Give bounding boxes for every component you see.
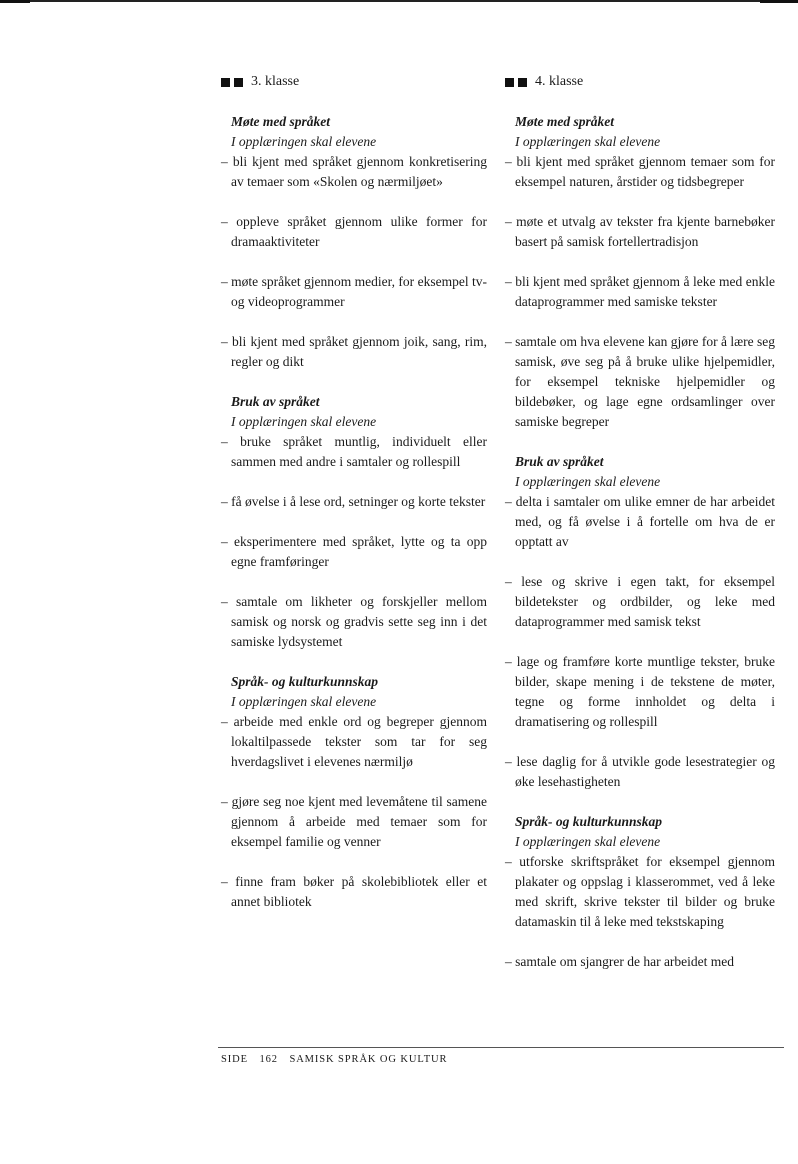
top-corner-mark bbox=[0, 0, 30, 3]
section-sprak-og-kulturkunnskap bbox=[505, 812, 775, 972]
footer-rule bbox=[218, 1047, 784, 1048]
list-item: – samtale om hva elevene kan gjøre for å lære seg samisk, øve seg på å bruke ulike hjelpemidler, for eksempel tekniske hjelpemidler og bildebøker, og lage egne ordsamlinger over samiske begreper bbox=[505, 334, 775, 429]
page-number: 162 bbox=[259, 1054, 278, 1065]
left-column bbox=[221, 72, 487, 932]
list-item: – utforske skriftspråket for eksempel gjennom plakater og oppslag i klasserommet, ved å leke med skrift, skrive tekster til bilder og bruke datamaskin til å leke med tekstskaping bbox=[505, 854, 775, 929]
list-item: – bli kjent med språket gjennom joik, sang, rim, regler og dikt bbox=[221, 334, 487, 369]
list-item: – møte et utvalg av tekster fra kjente barnebøker basert på samisk fortellertradisjon bbox=[505, 214, 775, 249]
section-title: Språk- og kulturkunnskap bbox=[515, 814, 663, 829]
page-footer bbox=[221, 1054, 455, 1065]
section-title: Bruk av språket bbox=[231, 394, 320, 409]
section-bruk-av-spraket bbox=[221, 392, 487, 652]
list-item: – lage og framføre korte muntlige tekster, bruke bilder, skape mening i de tekstene de møter, tegne og forme innholdet og delta i dramatisering og rollespill bbox=[505, 654, 775, 729]
list-item: – bruke språket muntlig, individuelt eller sammen med andre i samtaler og rollespill bbox=[221, 434, 487, 469]
section-subtitle: I opplæringen skal elevene bbox=[231, 134, 377, 149]
section-subtitle: I opplæringen skal elevene bbox=[515, 134, 661, 149]
list-item: – samtale om sjangrer de har arbeidet med bbox=[505, 954, 735, 969]
section-title: Møte med språket bbox=[515, 114, 614, 129]
list-item: – bli kjent med språket gjennom å leke med enkle dataprogrammer med samiske tekster bbox=[505, 274, 775, 309]
square-bullet-icon bbox=[505, 78, 514, 87]
list-item: – eksperimentere med språket, lytte og ta opp egne framføringer bbox=[221, 534, 487, 569]
list-item: – gjøre seg noe kjent med levemåtene til samene gjennom å arbeide med temaer som for eksempel familie og venner bbox=[221, 794, 487, 849]
list-item: – oppleve språket gjennom ulike former for dramaaktiviteter bbox=[221, 214, 487, 249]
list-item: – bli kjent med språket gjennom konkretisering av temaer som «Skolen og nærmiljøet» bbox=[221, 154, 487, 189]
list-item: – arbeide med enkle ord og begreper gjennom lokaltilpassede tekster som tar for seg hverdagslivet i elevenes nærmiljø bbox=[221, 714, 487, 769]
top-rule bbox=[0, 0, 798, 2]
section-subtitle: I opplæringen skal elevene bbox=[231, 694, 377, 709]
section-title: Bruk av språket bbox=[515, 454, 604, 469]
list-item: – lese daglig for å utvikle gode lesestrategier og øke lesehastigheten bbox=[505, 754, 775, 789]
section-title: Møte med språket bbox=[231, 114, 330, 129]
section-mote-med-spraket bbox=[505, 112, 775, 432]
column-heading bbox=[221, 72, 487, 92]
section-sprak-og-kulturkunnskap bbox=[221, 672, 487, 912]
list-item: – delta i samtaler om ulike emner de har arbeidet med, og få øvelse i å fortelle om hva de er opptatt av bbox=[505, 494, 775, 549]
square-bullet-icon bbox=[221, 78, 230, 87]
section-subtitle: I opplæringen skal elevene bbox=[515, 474, 661, 489]
square-bullet-icon bbox=[518, 78, 527, 87]
grade-label: 3. klasse bbox=[251, 74, 300, 89]
list-item: – samtale om likheter og forskjeller mellom samisk og norsk og gradvis sette seg inn i det samiske lydsystemet bbox=[221, 594, 487, 649]
section-title: Språk- og kulturkunnskap bbox=[231, 674, 379, 689]
column-heading bbox=[505, 72, 775, 92]
footer-side-label: SIDE bbox=[221, 1054, 248, 1065]
list-item: – få øvelse i å lese ord, setninger og korte tekster bbox=[221, 494, 486, 509]
section-subtitle: I opplæringen skal elevene bbox=[515, 834, 661, 849]
list-item: – møte språket gjennom medier, for eksempel tv- og videoprogrammer bbox=[221, 274, 487, 309]
section-subtitle: I opplæringen skal elevene bbox=[231, 414, 377, 429]
list-item: – finne fram bøker på skolebibliotek eller et annet bibliotek bbox=[221, 874, 487, 909]
top-corner-mark bbox=[760, 0, 798, 3]
section-bruk-av-spraket bbox=[505, 452, 775, 792]
book-title: SAMISK SPRÅK OG KULTUR bbox=[289, 1054, 448, 1065]
list-item: – lese og skrive i egen takt, for eksempel bildetekster og ordbilder, og leke med dataprogrammer med samisk tekst bbox=[505, 574, 775, 629]
section-mote-med-spraket bbox=[221, 112, 487, 372]
list-item: – bli kjent med språket gjennom temaer som for eksempel naturen, årstider og tidsbegreper bbox=[505, 154, 775, 189]
right-column bbox=[505, 72, 775, 992]
square-bullet-icon bbox=[234, 78, 243, 87]
grade-label: 4. klasse bbox=[535, 74, 584, 89]
